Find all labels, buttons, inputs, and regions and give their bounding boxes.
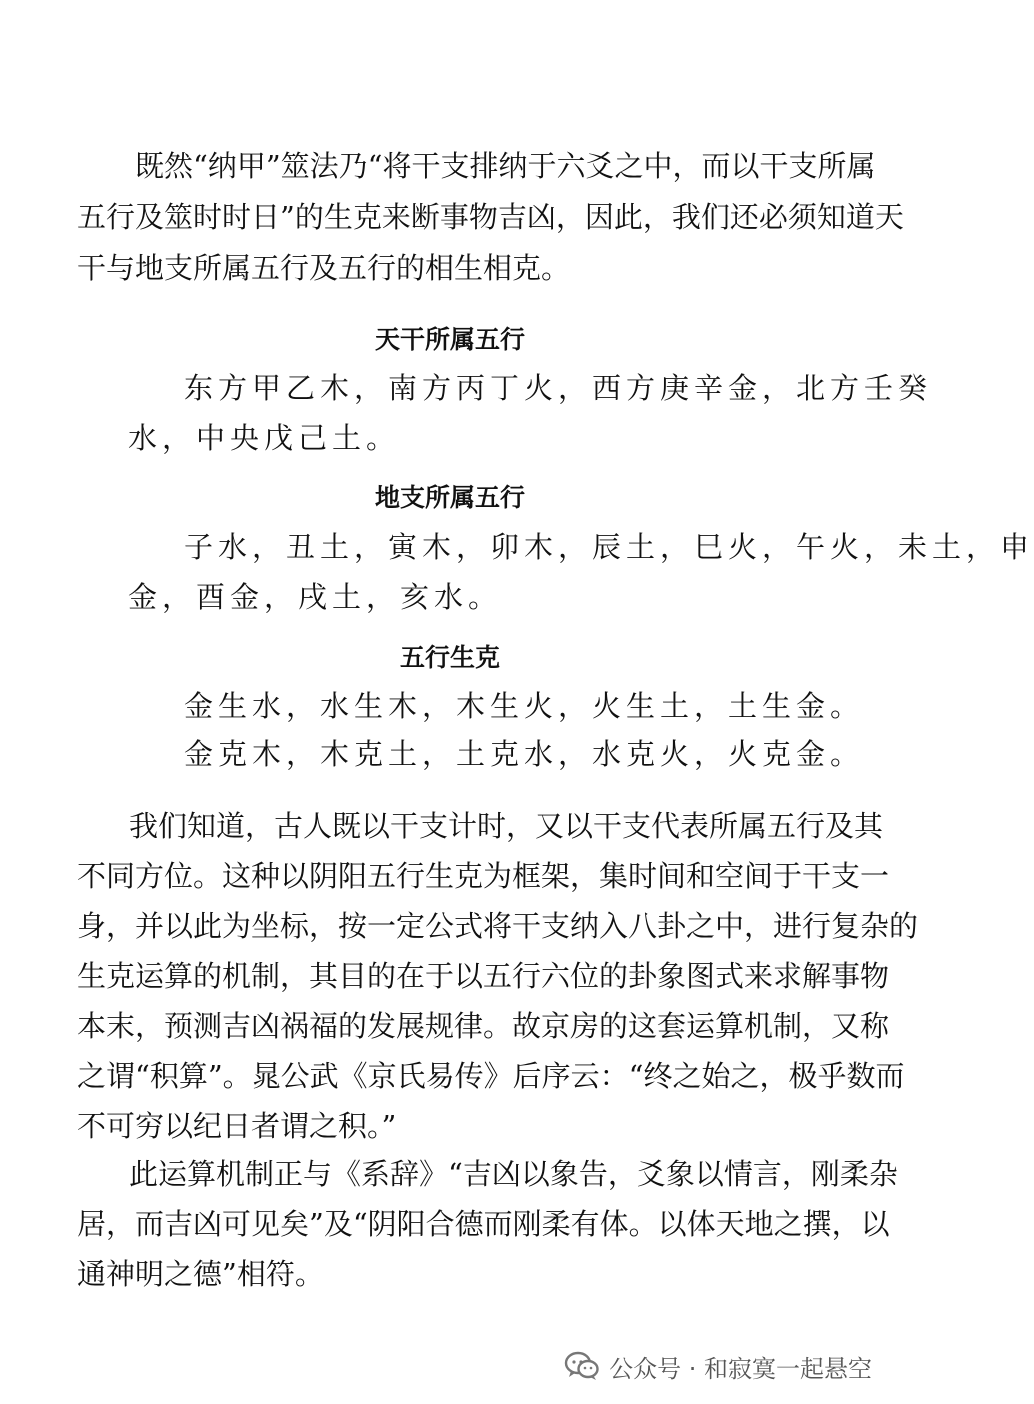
watermark-text: 公众号 · 和寂寞一起悬空 — [609, 1354, 872, 1383]
wechat-watermark — [565, 1346, 872, 1386]
para2-line-7: 不可穷以纪日者谓之积。” — [77, 1109, 397, 1143]
wechat-icon — [565, 1351, 599, 1381]
heading-wuxing: 五行生克 — [399, 643, 500, 672]
para2-line-6: 之谓“积算”。晁公武《京氏易传》后序云：“终之始之，极乎数而 — [77, 1059, 905, 1093]
intro-line-3: 干与地支所属五行及五行的相生相克。 — [77, 251, 571, 285]
heading-tiangan: 天干所属五行 — [374, 325, 525, 354]
intro-line-1: 既然“纳甲”筮法乃“将干支排纳于六爻之中，而以干支所属 — [135, 149, 876, 183]
tiangan-line-2: 水，中央戊己土。 — [128, 421, 401, 455]
para2-line-2: 不同方位。这种以阴阳五行生克为框架，集时间和空间于干支一 — [77, 859, 890, 893]
wuxing-sheng-line: 金生水，水生木，木生火，火生土，土生金。 — [184, 689, 865, 723]
para2-line-1: 我们知道，古人既以干支计时，又以干支代表所属五行及其 — [129, 809, 884, 843]
para2-line-5: 本末，预测吉凶祸福的发展规律。故京房的这套运算机制，又称 — [77, 1009, 890, 1043]
para3-line-2: 居，而吉凶可见矣”及“阴阳合德而刚柔有体。以体天地之撰，以 — [77, 1207, 890, 1241]
heading-dizhi: 地支所属五行 — [374, 483, 525, 512]
intro-line-2: 五行及筮时时日”的生克来断事物吉凶，因此，我们还必须知道天 — [77, 200, 904, 234]
dizhi-line-1: 子水，丑土，寅木，卯木，辰土，巳火，午火，未土，申 — [184, 530, 1034, 564]
para2-line-3: 身，并以此为坐标，按一定公式将干支纳入八卦之中，进行复杂的 — [77, 909, 919, 943]
tiangan-line-1: 东方甲乙木，南方丙丁火，西方庚辛金，北方壬癸 — [184, 371, 933, 405]
dizhi-line-2: 金，酉金，戌土，亥水。 — [128, 580, 503, 614]
para2-line-4: 生克运算的机制，其目的在于以五行六位的卦象图式来求解事物 — [77, 959, 890, 993]
wuxing-ke-line: 金克木，木克土，土克水，水克火，火克金。 — [184, 737, 865, 771]
para3-line-1: 此运算机制正与《系辞》“吉凶以象告，爻象以情言，刚柔杂 — [129, 1157, 898, 1191]
para3-line-3: 通神明之德”相符。 — [77, 1257, 324, 1291]
